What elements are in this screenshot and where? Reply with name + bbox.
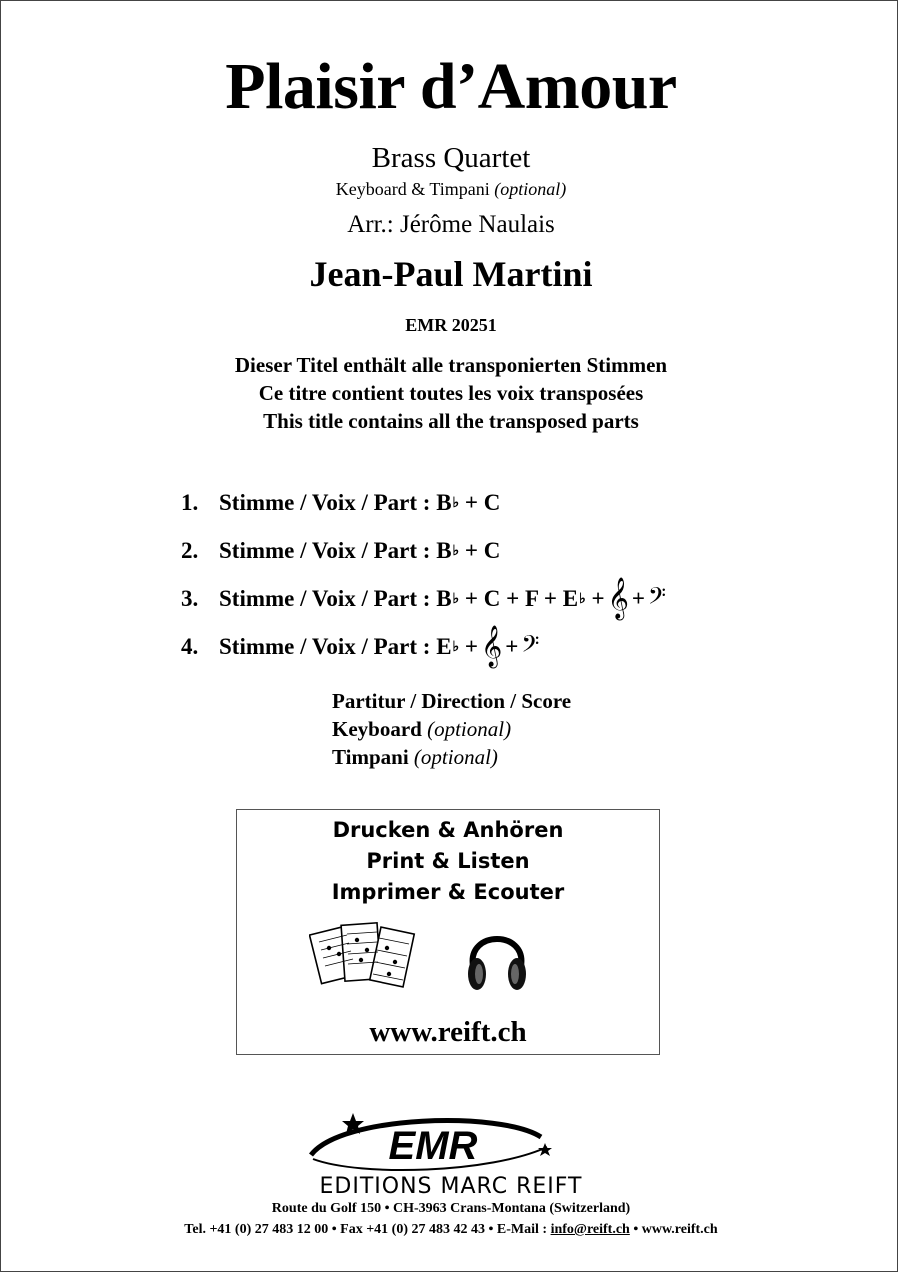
ensemble-subtitle: Brass Quartet <box>371 142 531 174</box>
part-key: + C <box>464 490 501 515</box>
part-key: + C <box>464 538 501 563</box>
part-number: 2. <box>181 538 199 563</box>
composer: Jean-Paul Martini <box>309 254 593 294</box>
instrumentation-main: Keyboard & Timpani <box>335 179 490 199</box>
promo-line-fr: Imprimer & Ecouter <box>331 880 565 904</box>
transposition-note-de: Dieser Titel enthält alle transponierten Stimmen <box>234 353 668 377</box>
part-label: Stimme / Voix / Part : <box>219 634 431 659</box>
part-key: + <box>464 634 479 659</box>
publisher-address: Route du Golf 150 • CH-3963 Crans-Montana (Switzerland) <box>271 1201 631 1216</box>
publisher-contact <box>1 1222 900 1238</box>
part-key: + <box>591 586 605 611</box>
part-label: Stimme / Voix / Part : <box>219 538 431 563</box>
timpani-label: Timpani <box>332 745 409 769</box>
contact-website[interactable]: • www.reift.ch <box>629 1222 718 1237</box>
publisher-name: EDITIONS MARC REIFT <box>319 1174 583 1199</box>
treble-clef-icon: 𝄞 <box>481 626 503 667</box>
part-row-4 <box>181 623 666 671</box>
keyboard-optional: (optional) <box>427 717 512 741</box>
transposition-note-en: This title contains all the transposed parts <box>263 409 639 433</box>
part-key: + <box>631 586 645 611</box>
instrumentation-optional: (optional) <box>494 179 567 199</box>
timpani-line <box>332 743 571 771</box>
parts-list <box>181 479 666 671</box>
instrumentation-line <box>1 179 900 200</box>
flat-sign: ♭ <box>452 639 460 655</box>
part-row-2 <box>181 527 666 575</box>
flat-sign: ♭ <box>452 591 460 607</box>
promo-line-en: Print & Listen <box>366 849 530 873</box>
part-key: + C + F + E <box>464 586 579 611</box>
flat-sign: ♭ <box>579 591 586 607</box>
part-key: + <box>505 634 519 659</box>
treble-clef-icon: 𝄞 <box>607 578 629 619</box>
logo-text: EMR <box>388 1124 478 1168</box>
part-key: B <box>436 586 452 611</box>
email-link[interactable]: info@reift.ch <box>550 1222 630 1237</box>
part-key: E <box>436 634 452 659</box>
bass-clef-icon: 𝄢 <box>647 582 666 615</box>
page-title: Plaisir d’Amour <box>225 50 677 123</box>
keyboard-line <box>332 715 571 743</box>
part-number: 3. <box>181 586 199 611</box>
print-listen-box <box>236 809 660 1055</box>
flat-sign: ♭ <box>452 495 460 511</box>
keyboard-label: Keyboard <box>332 717 422 741</box>
part-row-1 <box>181 479 666 527</box>
transposition-note-fr: Ce titre contient toutes les voix transposées <box>258 381 644 405</box>
part-key: B <box>436 490 452 515</box>
headphones-icon <box>465 920 529 998</box>
timpani-optional: (optional) <box>413 745 498 769</box>
flat-sign: ♭ <box>452 543 460 559</box>
part-key: B <box>436 538 452 563</box>
catalog-code: EMR 20251 <box>405 315 497 335</box>
emr-logo <box>301 1107 561 1181</box>
arranger: Arr.: Jérôme Naulais <box>347 211 555 238</box>
contact-phone-fax: Tel. +41 (0) 27 483 12 00 • Fax +41 (0) 27 483 42 43 • E-Mail : <box>184 1222 551 1237</box>
promo-line-de: Drucken & Anhören <box>332 818 564 842</box>
part-label: Stimme / Voix / Part : <box>219 586 431 611</box>
bass-clef-icon: 𝄢 <box>521 630 540 663</box>
extra-materials <box>332 687 571 771</box>
part-row-3 <box>181 575 666 623</box>
part-number: 1. <box>181 490 199 515</box>
website-link[interactable]: www.reift.ch <box>369 1016 527 1048</box>
part-number: 4. <box>181 634 199 659</box>
sheet-music-icon <box>309 918 421 998</box>
part-label: Stimme / Voix / Part : <box>219 490 431 515</box>
score-line: Partitur / Direction / Score <box>332 689 572 713</box>
